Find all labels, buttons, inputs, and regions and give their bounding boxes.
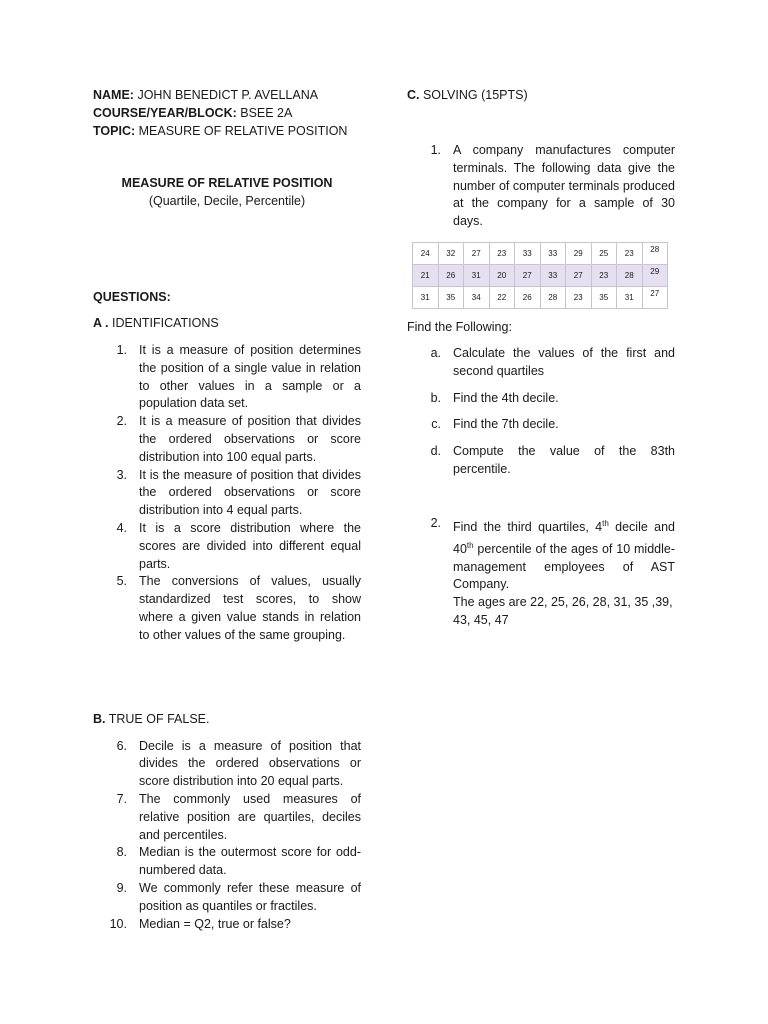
table-cell: 24 xyxy=(413,243,439,265)
questions-heading: QUESTIONS: xyxy=(93,290,171,304)
problem-2 xyxy=(407,515,675,630)
document-subtitle: (Quartile, Decile, Percentile) xyxy=(148,194,306,208)
table-cell: 28 xyxy=(642,243,668,265)
list-item: 1. A company manufactures computer terminals. The following data give the number of computer terminals produced at the company for a sample of 30 days. xyxy=(430,143,675,229)
table-cell: 32 xyxy=(438,243,464,265)
list-item: 3. It is the measure of position that divides the ordered observations or score distribution into 4 equal parts. xyxy=(116,467,361,518)
document-title: MEASURE OF RELATIVE POSITION xyxy=(121,176,333,190)
table-row xyxy=(413,243,668,265)
table-cell: 25 xyxy=(591,243,617,265)
table-row xyxy=(413,287,668,309)
table-cell: 31 xyxy=(413,287,439,309)
list-item: 6. Decile is a measure of position that divides the ordered observations or score distribution into 20 equal parts. xyxy=(116,738,361,789)
list-item: a. Calculate the values of the first and second quartiles xyxy=(430,346,675,378)
find-list xyxy=(407,345,675,479)
table-cell: 20 xyxy=(489,265,515,287)
table-cell: 22 xyxy=(489,287,515,309)
topic-line: TOPIC: MEASURE OF RELATIVE POSITION xyxy=(93,124,348,138)
section-c-heading: C. SOLVING (15PTS) xyxy=(407,88,528,102)
table-cell: 29 xyxy=(642,265,668,287)
left-column xyxy=(93,86,361,933)
terminals-data-table xyxy=(412,242,668,309)
table-cell: 26 xyxy=(515,287,541,309)
table-cell: 27 xyxy=(464,243,490,265)
table-cell: 23 xyxy=(591,265,617,287)
table-cell: 27 xyxy=(515,265,541,287)
list-item: b. Find the 4th decile. xyxy=(430,390,559,405)
list-item: d. Compute the value of the 83th percentile. xyxy=(430,444,675,476)
ages-line: The ages are 22, 25, 26, 28, 31, 35 ,39, 43, 45, 47 xyxy=(453,595,673,628)
section-a-heading: A . IDENTIFICATIONS xyxy=(93,316,219,330)
table-cell: 28 xyxy=(617,265,643,287)
table-cell: 35 xyxy=(438,287,464,309)
list-item: 7. The commonly used measures of relative position are quartiles, deciles and percentiles. xyxy=(116,791,361,842)
table-cell: 21 xyxy=(413,265,439,287)
table-cell: 27 xyxy=(566,265,592,287)
list-item: 5. The conversions of values, usually standardized test scores, to show where a given value stands in relation to other values of the same grouping. xyxy=(116,574,361,642)
list-item: 8. Median is the outermost score for odd-numbered data. xyxy=(116,845,361,878)
table-cell: 31 xyxy=(617,287,643,309)
identification-list xyxy=(93,342,361,645)
table-cell: 26 xyxy=(438,265,464,287)
table-cell: 23 xyxy=(617,243,643,265)
table-cell: 33 xyxy=(540,243,566,265)
table-cell: 23 xyxy=(489,243,515,265)
table-cell: 34 xyxy=(464,287,490,309)
table-cell: 28 xyxy=(540,287,566,309)
table-cell: 31 xyxy=(464,265,490,287)
table-cell: 23 xyxy=(566,287,592,309)
list-item: 1. It is a measure of position determines the position of a single value in relation to other values in a sample or a population data set. xyxy=(116,343,361,411)
problem-1 xyxy=(407,142,675,231)
list-item: 4. It is a score distribution where the scores are divided into different equal parts. xyxy=(116,520,361,571)
list-item: 2. It is a measure of position that divides the ordered observations or score distribution into 100 equal parts. xyxy=(116,414,361,464)
table-cell: 33 xyxy=(540,265,566,287)
list-item: c. Find the 7th decile. xyxy=(431,417,559,432)
table-cell: 35 xyxy=(591,287,617,309)
table-cell: 27 xyxy=(642,287,668,309)
table-row xyxy=(413,265,668,287)
table-cell: 33 xyxy=(515,243,541,265)
course-line: COURSE/YEAR/BLOCK: BSEE 2A xyxy=(93,106,293,120)
list-item: 9. We commonly refer these measure of position as quantiles or fractiles. xyxy=(116,880,361,913)
table-cell: 29 xyxy=(566,243,592,265)
section-b-heading: B. TRUE OF FALSE. xyxy=(93,711,210,726)
find-heading: Find the Following: xyxy=(407,320,512,334)
list-item: 2. Find the third quartiles, 4th decile and 40th percentile of the ages of 10 middle-management employees of AST Company. The ages are 22, 25, 26, 28, 31, 35 ,39, 43, 45, 47 xyxy=(407,515,675,630)
true-false-list xyxy=(93,738,361,934)
right-column xyxy=(407,86,675,231)
right-column-lower xyxy=(407,318,675,630)
list-item: 10. Median = Q2, true or false? xyxy=(109,916,291,931)
name-line: NAME: JOHN BENEDICT P. AVELLANA xyxy=(93,88,319,102)
